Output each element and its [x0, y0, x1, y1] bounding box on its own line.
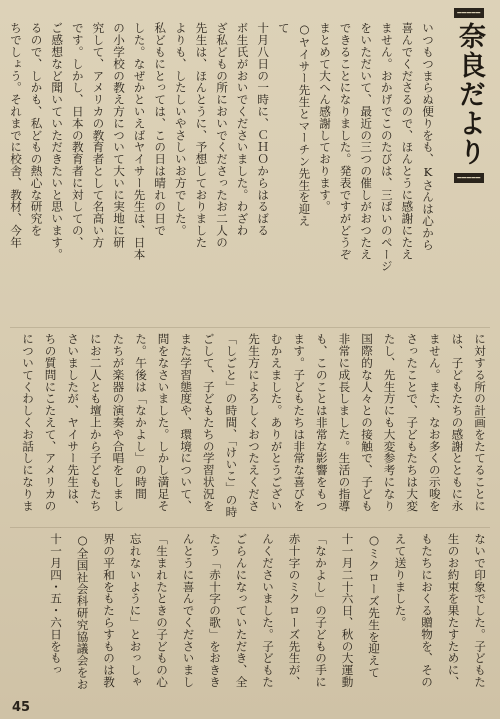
text-column: 「しごと」の時間、「けいこ」の時	[224, 333, 239, 518]
article-header	[446, 8, 492, 208]
text-column: ○ヤイサー先生とマーチン先生を迎え	[297, 22, 312, 227]
text-column: をいただいて、最近の三つの催しがおつたえ	[359, 22, 374, 260]
text-column: 赤十字のミクローズ先生が、	[287, 533, 302, 688]
text-column: 十月八日の一時に、ＣＨＯからはるばる	[256, 22, 271, 237]
text-column: ご感想など聞いていただきたいと思います。	[50, 22, 65, 260]
text-column: んくださいました。子どもた	[261, 533, 275, 688]
text-column: たちが楽器の演奏や合唱をしまし	[111, 333, 126, 512]
text-column: 喜んでくださるので、ほんとうに感謝にたえ	[400, 22, 415, 260]
text-column: 国際的な人々との接触で、子ども	[360, 333, 374, 512]
text-column: 「なかよし」の子どもの手に	[314, 533, 328, 688]
text-column: えて送りました。	[393, 533, 408, 629]
text-column: ○全国社会科研究協議会をお	[75, 533, 90, 691]
text-column: るので、しかも、私どもの熱心な研究を	[29, 22, 44, 237]
text-column: ざ私どもの所においでくださったお二人の	[215, 22, 229, 249]
text-column: ○ミクローズ先生を迎えて	[367, 533, 381, 679]
text-column: 界の平和をもたらすものは教	[102, 533, 116, 688]
text-column: ません。おかげでこのたびは、三ぱいのページ	[379, 22, 394, 272]
text-column: した。なぜかといえばヤイサー先生は、日本	[132, 22, 147, 260]
text-column: ちの質問にこたえて、アメリカの	[43, 333, 58, 512]
text-column: も、このことは非常な影響をもつ	[314, 333, 329, 512]
text-column: ごらんになっていただき、全	[234, 533, 249, 688]
text-column: んとうに喜んでくださいまし	[181, 533, 196, 688]
section-divider	[10, 327, 490, 328]
text-column: 先生方によろしくおつたえくださ	[247, 333, 261, 512]
text-column: 究して、アメリカの教育者として名高い方	[91, 22, 106, 249]
article-title: 奈良だより	[454, 22, 485, 167]
text-column: むかえました。ありがとうござい	[269, 333, 284, 512]
text-column: 生のお約束を果たすために、	[446, 533, 461, 688]
page-number: 45	[12, 700, 31, 715]
text-column: は、子どもたちの感謝とともに永	[450, 333, 465, 512]
text-column: 十一月四・五・六日をもっ	[49, 533, 63, 676]
text-column: の小学校の教え方について大いに実地に研	[112, 22, 126, 249]
text-column: さいましたが、ヤイサー先生は、	[66, 333, 81, 512]
text-column: 私どもにとっては、この日は晴れの日で	[153, 22, 168, 237]
text-column: よりも、したしいやさしいお方でした。	[173, 22, 188, 237]
text-column: 「生まれたときの子どもの心	[155, 533, 169, 688]
text-column: さったことで、子どもたちは大変	[405, 333, 420, 512]
text-column: ます。子どもたちは非常な喜びを	[292, 333, 307, 512]
text-column: できることになりました。発表ですがどうぞ	[338, 22, 353, 260]
text-column: に対する所の計画をたてることに	[473, 333, 487, 512]
text-column: たう「赤十字の歌」をおきき	[208, 533, 222, 688]
text-column: たし、先生方にも大変参考になり	[382, 333, 397, 512]
text-column: ません。また、なお多くの示唆を	[427, 333, 442, 512]
text-column: ごして、子どもたちの学習状況を	[201, 333, 216, 512]
text-column: もたちにおくる贈物を、その	[420, 533, 434, 688]
text-column: て	[276, 22, 291, 34]
text-column: です。しかし、日本の教育者に対しての、	[70, 22, 85, 249]
title-ornament-bottom: ━━━━━	[454, 173, 484, 183]
text-column: についてくわしくお話しになりま	[21, 333, 35, 512]
text-column: た。午後は「なかよし」の時間	[134, 333, 148, 500]
text-column: 先生は、ほんとうに、予想しておりました	[194, 22, 209, 249]
text-column: まとめて大へん感謝しております。	[318, 22, 332, 213]
text-column: 問をなさいました。しかし満足そ	[156, 333, 171, 512]
text-column: いつもつまらぬ便りをも、Kさんは心から	[421, 22, 435, 251]
text-column: ないで印象でした。子どもた	[473, 533, 487, 688]
text-column: また学習態度や、環境について、	[179, 333, 194, 512]
text-column: 忘れないように」とおっしゃ	[128, 533, 143, 688]
text-column: 十一月二十六日、秋の大運動	[340, 533, 355, 688]
text-column: 非常に成長しました。生活の指導	[337, 333, 352, 512]
text-column: ちでしょう。それまでに校舎、教材、今年	[9, 22, 23, 249]
text-column: ボ生氏がおいでくださいました。わざわ	[235, 22, 250, 237]
section-divider	[10, 527, 490, 528]
text-column: にお二人とも壇上から子どもたち	[88, 333, 103, 512]
title-ornament-top: ━━━━━	[454, 8, 484, 18]
